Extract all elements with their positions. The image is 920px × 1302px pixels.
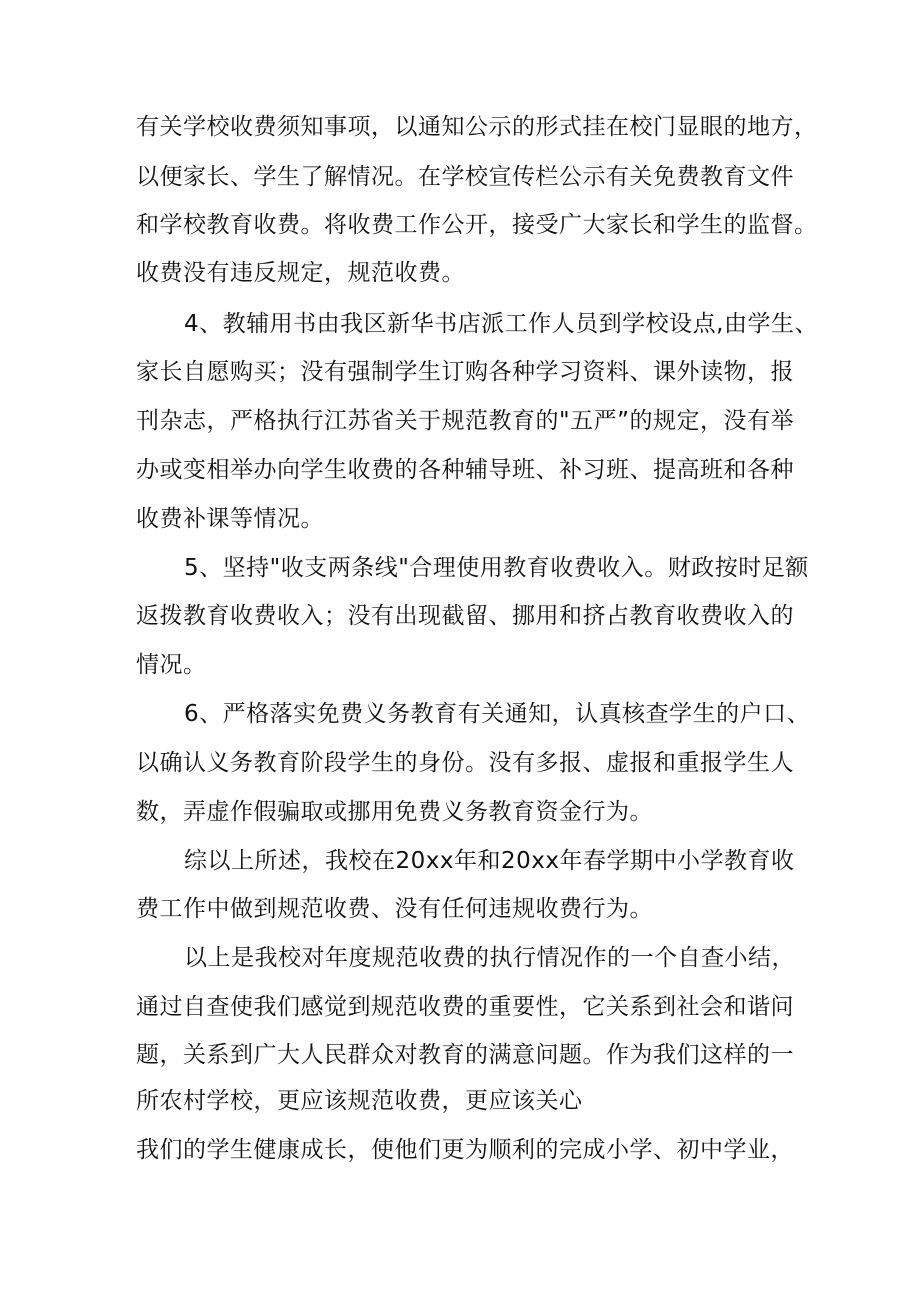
text-line: 和学校教育收费。将收费工作公开，接受广大家长和学生的监督。 [136,212,818,238]
text-line: 所农村学校，更应该规范收费，更应该关心 [136,1088,583,1114]
text-line: 家长自愿购买；没有强制学生订购各种学习资料、课外读物，报 [136,359,794,385]
text-line: 收费补课等情况。 [136,506,324,532]
text-line: 返拨教育收费收入；没有出现截留、挪用和挤占教育收费收入的 [136,603,794,629]
text-line: 题，关系到广大人民群众对教育的满意问题。作为我们这样的一 [136,1042,794,1068]
text-line: 情况。 [136,652,207,678]
text-line: 以便家长、学生了解情况。在学校宣传栏公示有关免费教育文件 [136,164,794,190]
text-line: 综以上所述，我校在20xx年和20xx年春学期中小学教育收 [184,848,795,874]
text-line: 办或变相举办向学生收费的各种辅导班、补习班、提高班和各种 [136,457,794,483]
text-line: 通过自查使我们感觉到规范收费的重要性，它关系到社会和谐问 [136,994,794,1020]
text-line: 刊杂志，严格执行江苏省关于规范教育的"五严”的规定，没有举 [136,408,794,434]
text-line: 我们的学生健康成长，使他们更为顺利的完成小学、初中学业， [136,1137,794,1163]
text-line: 以确认义务教育阶段学生的身份。没有多报、虚报和重报学生人 [136,750,794,776]
text-line: 以上是我校对年度规范收费的执行情况作的一个自查小结， [184,945,795,971]
text-line: 费工作中做到规范收费、没有任何违规收费行为。 [136,896,653,922]
text-line: 有关学校收费须知事项，以通知公示的形式挂在校门显眼的地方， [136,114,818,140]
text-line: 5、坚持"收支两条线"合理使用教育收费收入。财政按时足额 [184,555,809,581]
text-line: 收费没有违反规定，规范收费。 [136,260,465,286]
text-line: 6、严格落实免费义务教育有关通知，认真核查学生的户口、 [184,701,811,727]
text-line: 数，弄虚作假骗取或挪用免费义务教育资金行为。 [136,799,653,825]
text-line: 4、教辅用书由我区新华书店派工作人员到学校设点,由学生、 [184,311,818,337]
